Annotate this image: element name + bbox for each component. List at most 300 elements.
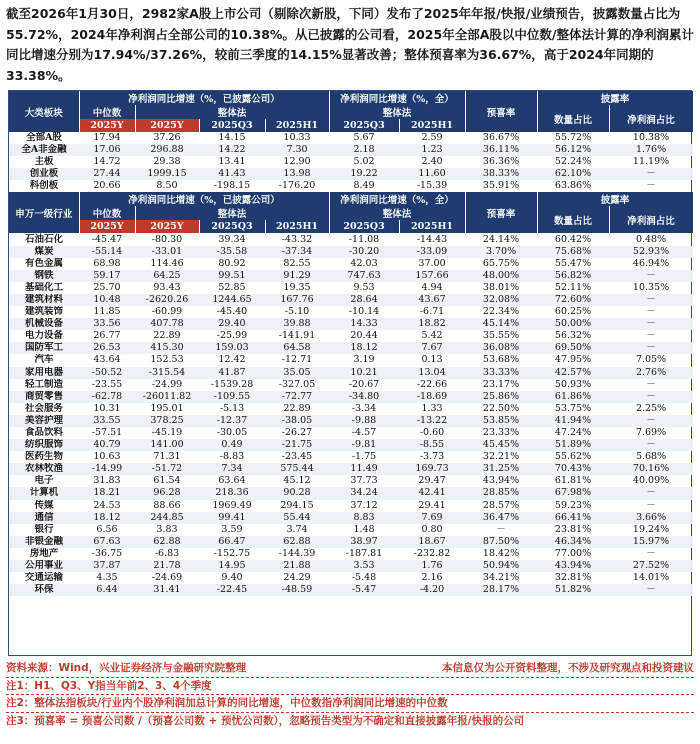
table-cell: 70.16% — [609, 463, 693, 475]
table-cell: 65.75% — [482, 257, 520, 269]
table-cell: -22.45 — [199, 584, 265, 596]
table-cell: 66.47 — [199, 536, 265, 548]
table-cell: -0.60 — [419, 427, 445, 439]
table-cell: 46.34% — [537, 536, 609, 548]
table-cell: 75.68% — [537, 246, 609, 258]
table-row — [9, 233, 693, 245]
table-cell: 99.41 — [199, 512, 265, 524]
table-cell: 36.36% — [482, 156, 520, 168]
table-cell: 91.29 — [265, 270, 329, 282]
table-cell: 11.60 — [399, 168, 465, 180]
table-cell: － — [496, 523, 506, 535]
table-cell: 52.85 — [218, 281, 246, 293]
row-label: 钢铁 — [9, 270, 79, 282]
table-cell: 9.40 — [221, 572, 243, 584]
table-cell: 36.08% — [465, 342, 537, 354]
earnings-table-grid — [9, 91, 694, 596]
disclaimer-note: 本信息仅为公开资料整理，不涉及研究观点和投资建议 — [442, 662, 694, 674]
row-label: 建筑材料 — [9, 294, 79, 306]
table-cell: 159.03 — [199, 342, 265, 354]
table-cell: 68.98 — [93, 257, 121, 269]
table-cell: 14.15 — [218, 132, 246, 144]
row-label: 创业板 — [9, 168, 79, 180]
table-cell: 31.25% — [465, 463, 537, 475]
table-cell: -72.77 — [265, 391, 329, 403]
table-cell: 39.88 — [265, 318, 329, 330]
row-label: 家用电器 — [9, 367, 79, 379]
table-cell: 14.33 — [329, 318, 399, 330]
table-cell: 28.57% — [482, 499, 520, 511]
table-cell: 51.82% — [537, 584, 609, 596]
table-cell: 1969.49 — [212, 499, 252, 511]
table-cell: 2.40 — [421, 156, 443, 168]
header-overall: 整体法 — [135, 105, 329, 119]
table-cell: 35.05 — [265, 367, 329, 379]
row-label: 房地产 — [29, 547, 59, 559]
table-cell: -55.14 — [79, 246, 135, 258]
table-row — [9, 403, 693, 415]
row-label: 轻工制造 — [24, 378, 63, 390]
table-cell: 152.53 — [150, 354, 184, 366]
table-cell: 61.54 — [153, 475, 181, 487]
row-label: 美容护理 — [9, 415, 79, 427]
table-cell: -14.99 — [79, 463, 135, 475]
table-cell: 1.76% — [609, 144, 693, 156]
table-cell: 50.93% — [554, 378, 592, 390]
table-cell: -22.66 — [416, 378, 448, 390]
table-cell: 59.23% — [554, 499, 592, 511]
table-cell: -327.05 — [278, 378, 316, 390]
table-cell: -45.19 — [151, 427, 183, 439]
table-cell: － — [609, 342, 693, 354]
table-cell: 67.63 — [79, 536, 135, 548]
table-cell: － — [609, 487, 693, 499]
table-cell: 53.85% — [465, 415, 537, 427]
table-row — [9, 512, 693, 524]
table-cell: 18.67 — [399, 536, 465, 548]
table-row — [9, 439, 693, 451]
table-cell: 56.12% — [537, 144, 609, 156]
table-cell: -3.73 — [419, 451, 445, 463]
table-cell: -5.48 — [351, 572, 377, 584]
table-cell: 35.55% — [482, 330, 520, 342]
header-disclose: 披露率 — [537, 192, 693, 206]
table-cell: 37.12 — [350, 499, 378, 511]
row-label: 有色金属 — [24, 257, 63, 269]
table-cell: 13.98 — [265, 168, 329, 180]
table-cell: － — [609, 391, 693, 403]
table-cell: 575.44 — [265, 463, 329, 475]
table-cell: 7.69 — [399, 512, 465, 524]
table-cell: 20.66 — [93, 180, 121, 192]
table-cell: 195.01 — [150, 402, 184, 414]
table-cell: 55.72% — [554, 132, 592, 144]
table-cell: -24.99 — [151, 378, 183, 390]
table-cell: -152.75 — [213, 547, 251, 559]
table-cell: 55.62% — [554, 451, 592, 463]
table-cell: -38.05 — [265, 415, 329, 427]
table-cell: － — [609, 584, 693, 596]
table-cell: -20.67 — [348, 378, 380, 390]
table-cell: -315.54 — [135, 367, 199, 379]
table-cell: 77.00% — [554, 547, 592, 559]
table-row — [9, 560, 693, 572]
table-cell: 167.76 — [265, 294, 329, 306]
table-row — [9, 318, 693, 330]
table-cell: 29.41 — [418, 499, 446, 511]
table-cell: 14.72 — [93, 156, 121, 168]
table-cell: 48.00% — [465, 270, 537, 282]
table-cell: 53.68% — [482, 354, 520, 366]
table-cell: － — [609, 415, 693, 427]
table-cell: 96.28 — [135, 487, 199, 499]
header-group-b: 净利润同比增速（%，全） — [329, 91, 465, 105]
table-cell: － — [609, 270, 693, 282]
table-cell: 45.45% — [465, 439, 537, 451]
table-cell: 21.88 — [265, 560, 329, 572]
table-cell: － — [646, 330, 656, 342]
table-cell: -48.59 — [265, 584, 329, 596]
table-cell: 114.46 — [150, 257, 184, 269]
table-cell: -50.52 — [79, 367, 135, 379]
table-cell: 5.02 — [353, 156, 375, 168]
table-cell: 3.59 — [221, 523, 243, 535]
table-cell: 61.86% — [537, 391, 609, 403]
table-cell: 157.66 — [399, 270, 465, 282]
table-cell: -34.80 — [329, 391, 399, 403]
table-cell: 17.06 — [79, 144, 135, 156]
table-cell: 62.88 — [135, 536, 199, 548]
table-cell: 34.21% — [482, 572, 520, 584]
table-cell: -30.20 — [329, 246, 399, 258]
table-cell: -36.75 — [91, 547, 123, 559]
table-cell: － — [646, 378, 656, 390]
table-row — [9, 548, 693, 560]
row-label: 银行 — [34, 523, 54, 535]
table-cell: 90.28 — [265, 487, 329, 499]
table-cell: 10.33 — [283, 132, 311, 144]
table-cell: 296.88 — [135, 144, 199, 156]
table-cell: 18.12 — [79, 512, 135, 524]
header-profit-ratio: 净利润占比 — [609, 206, 693, 233]
table-cell: 8.49 — [353, 180, 375, 192]
table-cell: 6.56 — [96, 523, 118, 535]
row-label: 通信 — [9, 512, 79, 524]
table-cell: 11.49 — [329, 463, 399, 475]
table-row — [9, 427, 693, 439]
table-cell: 18.12 — [329, 342, 399, 354]
table-row — [9, 354, 693, 366]
table-cell: 32.08% — [465, 294, 537, 306]
table-cell: 36.47% — [465, 512, 537, 524]
table-row — [9, 132, 693, 144]
row-label: 医药生物 — [24, 451, 63, 463]
table-cell: 35.91% — [482, 180, 520, 192]
table-cell: 0.80 — [421, 523, 443, 535]
table-cell: 407.78 — [135, 318, 199, 330]
table-cell: 18.42% — [482, 547, 520, 559]
table-cell: 1.76 — [399, 560, 465, 572]
table-cell: － — [646, 547, 656, 559]
category-section — [9, 91, 693, 132]
table-cell: 63.86% — [554, 180, 592, 192]
table-cell: 64.25 — [135, 270, 199, 282]
table-cell: 17.94 — [93, 132, 121, 144]
table-cell: 52.11% — [554, 281, 592, 293]
table-cell: 66.41% — [537, 512, 609, 524]
table-cell: 55.44 — [265, 512, 329, 524]
row-label: 汽车 — [34, 354, 54, 366]
table-cell: -23.45 — [281, 451, 313, 463]
table-cell: 141.00 — [135, 439, 199, 451]
table-cell: 42.41 — [399, 487, 465, 499]
note-1: 注1：H1、Q3、Y指当年前2、3、4个季度 — [6, 677, 694, 695]
table-cell: 28.85% — [465, 487, 537, 499]
table-cell: 5.68% — [635, 451, 667, 463]
table-cell: -232.82 — [413, 547, 451, 559]
industry-section — [9, 192, 693, 233]
table-cell: 46.94% — [632, 257, 670, 269]
row-label: 电力设备 — [24, 330, 63, 342]
table-cell: -8.55 — [399, 439, 465, 451]
table-cell: 7.69% — [635, 427, 667, 439]
table-cell: 33.33% — [465, 367, 537, 379]
table-cell: 1.48 — [353, 523, 375, 535]
table-row — [9, 330, 693, 342]
table-cell: 3.66% — [609, 512, 693, 524]
table-cell: 71.31 — [153, 451, 181, 463]
table-row — [9, 306, 693, 318]
header-2025q3: 2025Q3 — [329, 119, 399, 132]
table-cell: -45.40 — [216, 306, 248, 318]
table-cell: 10.31 — [93, 402, 121, 414]
table-cell: 2.16 — [421, 572, 443, 584]
table-cell: 2.59 — [421, 132, 443, 144]
table-cell: 10.38% — [632, 132, 670, 144]
table-cell: -8.83 — [219, 451, 245, 463]
table-cell: 5.42 — [421, 330, 443, 342]
table-cell: -14.43 — [416, 233, 448, 245]
table-cell: 10.35% — [632, 281, 670, 293]
table-cell: 11.19% — [632, 156, 670, 168]
table-cell: -13.22 — [399, 415, 465, 427]
table-cell: -26011.82 — [135, 391, 199, 403]
table-cell: -45.47 — [91, 233, 123, 245]
table-cell: 61.81% — [554, 475, 592, 487]
table-cell: 11.85 — [93, 306, 121, 318]
table-cell: 43.94% — [482, 475, 520, 487]
table-cell: 34.24 — [329, 487, 399, 499]
table-cell: 64.58 — [265, 342, 329, 354]
note-2: 注2：整体法指板块/行业内个股净利润加总计算的同比增速，中位数指净利润同比增速的中位数 — [6, 694, 694, 712]
table-cell: -33.01 — [135, 246, 199, 258]
row-label: 环保 — [9, 584, 79, 596]
table-cell: 27.44 — [79, 168, 135, 180]
table-cell: 9.53 — [353, 281, 375, 293]
table-row — [9, 463, 693, 475]
table-cell: -11.08 — [348, 233, 380, 245]
table-cell: 3.74 — [286, 523, 308, 535]
table-cell: 51.89% — [537, 439, 609, 451]
table-cell: 62.10% — [537, 168, 609, 180]
table-cell: 41.43 — [199, 168, 265, 180]
notes-section — [0, 660, 700, 729]
table-row — [9, 180, 693, 192]
table-cell: 415.30 — [135, 342, 199, 354]
table-cell: 40.79 — [79, 439, 135, 451]
header-industry: 申万一级行业 — [9, 192, 79, 233]
table-cell: -23.55 — [91, 378, 123, 390]
table-cell: 36.11% — [465, 144, 537, 156]
table-cell: － — [609, 294, 693, 306]
table-row — [9, 258, 693, 270]
table-cell: -12.37 — [199, 415, 265, 427]
table-cell: 218.36 — [199, 487, 265, 499]
table-cell: 37.26 — [153, 132, 181, 144]
table-cell: 19.22 — [329, 168, 399, 180]
table-cell: 19.24% — [632, 523, 670, 535]
table-cell: 67.98% — [537, 487, 609, 499]
row-label: 建筑装饰 — [24, 306, 63, 318]
table-cell: 169.73 — [399, 463, 465, 475]
row-label: 科创板 — [29, 180, 59, 192]
table-row — [9, 415, 693, 427]
table-cell: 45.14% — [465, 318, 537, 330]
table-cell: 45.12 — [283, 475, 311, 487]
table-cell: 55.47% — [554, 257, 592, 269]
row-label: 电子 — [34, 475, 54, 487]
header-2025h1: 2025H1 — [399, 220, 465, 233]
table-cell: － — [646, 180, 656, 192]
table-row — [9, 246, 693, 258]
table-row — [9, 144, 693, 156]
table-cell: － — [609, 439, 693, 451]
table-cell: -9.88 — [329, 415, 399, 427]
table-cell: 72.60% — [537, 294, 609, 306]
table-cell: － — [646, 499, 656, 511]
table-cell: 50.00% — [537, 318, 609, 330]
table-cell: 378.25 — [135, 415, 199, 427]
table-cell: 7.67 — [399, 342, 465, 354]
row-label: 纺织服饰 — [9, 439, 79, 451]
table-cell: -60.99 — [151, 306, 183, 318]
table-cell: 1244.65 — [199, 294, 265, 306]
table-cell: 4.35 — [96, 572, 118, 584]
header-2025y: 2025Y — [79, 119, 135, 132]
table-cell: 7.30 — [265, 144, 329, 156]
table-cell: 36.67% — [482, 132, 520, 144]
row-label: 非银金融 — [9, 536, 79, 548]
note-3: 注3：预喜率 = 预喜公司数 /（预喜公司数 + 预忧公司数），忽略预告类型为不确定和直接披露年报/快报的公司 — [6, 712, 694, 730]
header-2025y: 2025Y — [135, 119, 199, 132]
table-cell: -26.27 — [281, 427, 313, 439]
table-cell: 1.33 — [421, 402, 443, 414]
table-cell: -24.69 — [151, 572, 183, 584]
table-cell: 43.67 — [399, 294, 465, 306]
table-cell: 1999.15 — [135, 168, 199, 180]
industry-rows — [9, 233, 693, 596]
table-cell: 41.94% — [537, 415, 609, 427]
header-median: 中位数 — [79, 105, 135, 119]
table-cell: 22.34% — [482, 306, 520, 318]
header-overall-2: 整体法 — [329, 105, 465, 119]
table-cell: 56.32% — [554, 330, 592, 342]
table-cell: 26.53 — [79, 342, 135, 354]
table-cell: 52.93% — [609, 246, 693, 258]
table-cell: 24.53 — [93, 499, 121, 511]
table-cell: -144.39 — [278, 547, 316, 559]
table-cell: -33.09 — [399, 246, 465, 258]
table-cell: － — [646, 306, 656, 318]
table-cell: -35.58 — [199, 246, 265, 258]
table-cell: 7.34 — [199, 463, 265, 475]
table-cell: 2.18 — [329, 144, 399, 156]
table-cell: 40.09% — [632, 475, 670, 487]
row-label: 农林牧渔 — [9, 463, 79, 475]
table-cell: 15.97% — [609, 536, 693, 548]
table-cell: 24.14% — [482, 233, 520, 245]
table-cell: 22.89 — [283, 402, 311, 414]
header-count-ratio: 数量占比 — [537, 206, 609, 233]
table-cell: -9.81 — [329, 439, 399, 451]
table-cell: 39.34 — [218, 233, 246, 245]
header-2025q3: 2025Q3 — [329, 220, 399, 233]
header-category: 大类板块 — [9, 91, 79, 132]
table-cell: 43.94% — [537, 560, 609, 572]
table-cell: 33.56 — [79, 318, 135, 330]
table-cell: 42.57% — [537, 367, 609, 379]
row-label: 社会服务 — [24, 402, 63, 414]
table-cell: 25.86% — [465, 391, 537, 403]
table-cell: -109.55 — [199, 391, 265, 403]
table-cell: -3.34 — [351, 402, 377, 414]
table-cell: 52.24% — [554, 156, 592, 168]
table-cell: 53.75% — [554, 402, 592, 414]
table-cell: 23.33% — [482, 427, 520, 439]
table-cell: 63.64 — [218, 475, 246, 487]
table-cell: 10.63 — [93, 451, 121, 463]
table-row — [9, 475, 693, 487]
table-cell: -141.91 — [278, 330, 316, 342]
row-label: 基础化工 — [24, 281, 63, 293]
table-cell: 1.23 — [399, 144, 465, 156]
header-2025y: 2025Y — [79, 220, 135, 233]
table-cell: 47.95% — [554, 354, 592, 366]
row-label: 计算机 — [9, 487, 79, 499]
table-cell: 38.97 — [329, 536, 399, 548]
table-row — [9, 168, 693, 180]
table-row — [9, 524, 693, 536]
header-2025h1: 2025H1 — [399, 119, 465, 132]
table-cell: 82.55 — [283, 257, 311, 269]
table-cell: -6.71 — [419, 306, 445, 318]
header-rate: 预喜率 — [465, 91, 537, 132]
table-cell: 0.13 — [421, 354, 443, 366]
table-cell: 33.55 — [79, 415, 135, 427]
table-cell: -176.20 — [278, 180, 316, 192]
table-cell: -6.83 — [154, 547, 180, 559]
table-cell: 747.63 — [329, 270, 399, 282]
table-cell: -187.81 — [345, 547, 383, 559]
header-2025q3: 2025Q3 — [199, 220, 265, 233]
header-overall-2: 整体法 — [329, 206, 465, 220]
table-cell: 31.83 — [93, 475, 121, 487]
table-cell: -15.39 — [416, 180, 448, 192]
table-cell: -62.78 — [79, 391, 135, 403]
table-cell: 38.01% — [482, 281, 520, 293]
table-cell: -4.20 — [399, 584, 465, 596]
table-cell: 59.17 — [79, 270, 135, 282]
